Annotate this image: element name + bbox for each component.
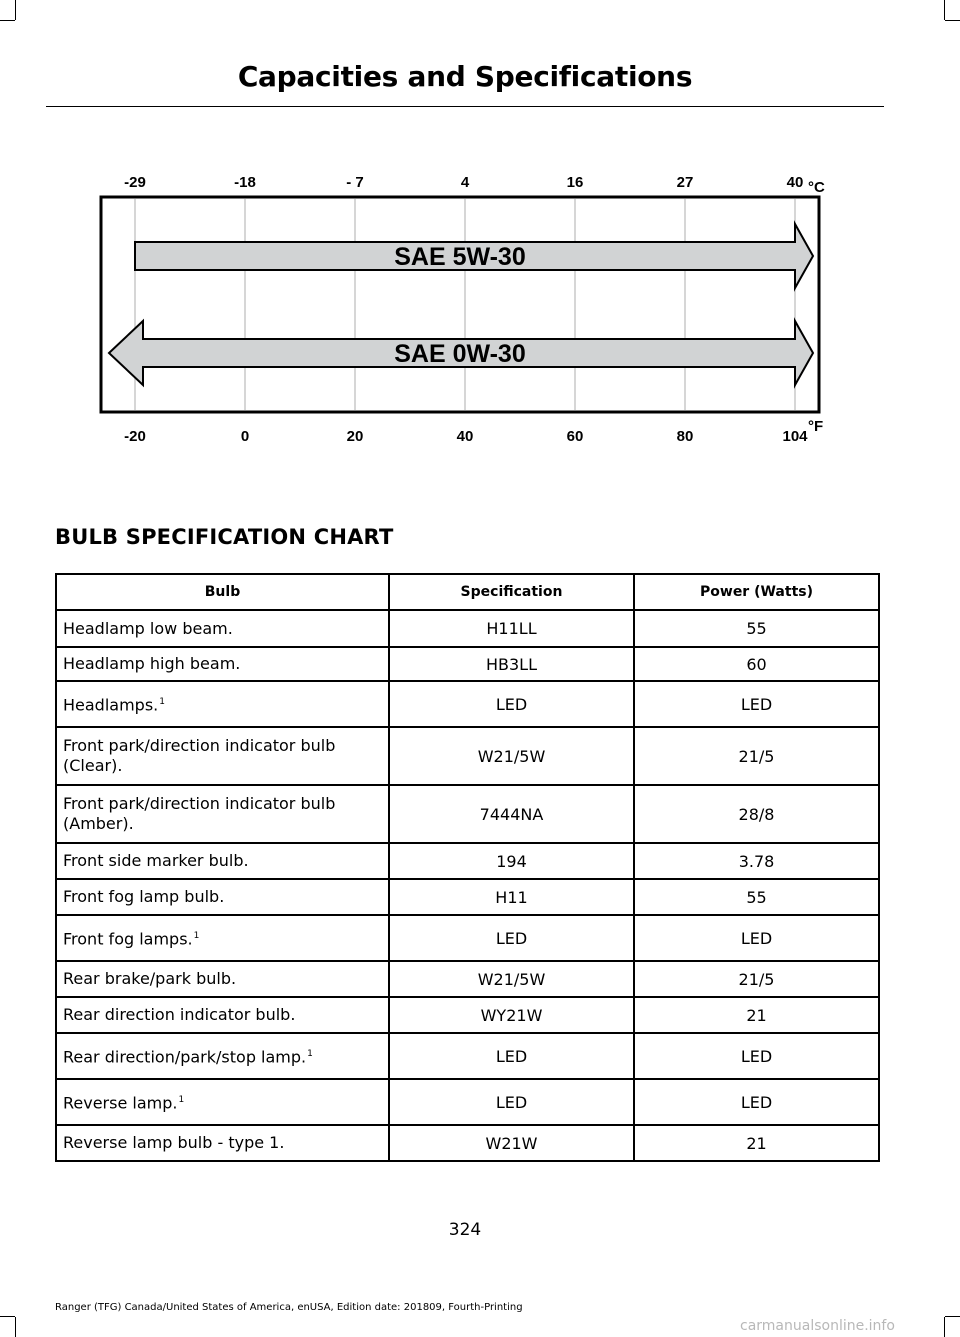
bulb-name: Rear brake/park bulb. [63, 969, 237, 988]
oil-grade-label: SAE 5W-30 [394, 243, 526, 271]
crop-mark [945, 1316, 960, 1317]
column-header-specification: Specification [389, 574, 634, 610]
specification-cell: 194 [389, 843, 634, 879]
celsius-tick-label: -29 [124, 174, 146, 191]
specification-cell: W21/5W [389, 961, 634, 997]
bulb-name-cell [56, 915, 389, 961]
fahrenheit-tick-label: 20 [346, 428, 364, 445]
fahrenheit-tick-label: 104 [782, 428, 808, 445]
power-cell: 3.78 [634, 843, 879, 879]
power-cell: 21 [634, 1125, 879, 1161]
specification-cell: WY21W [389, 997, 634, 1033]
bulb-name: Headlamp high beam. [63, 654, 241, 673]
specification-cell: H11 [389, 879, 634, 915]
table-row [56, 1033, 879, 1079]
table-row [56, 997, 879, 1033]
bulb-name-cell [56, 681, 389, 727]
bulb-name-cell [56, 1079, 389, 1125]
footnote-marker: 1 [178, 1095, 185, 1106]
bulb-name: Front park/direction indicator bulb (Clear). [63, 736, 336, 775]
bulb-name-cell [56, 843, 389, 879]
celsius-tick-label: 40 [786, 174, 804, 191]
column-header-power: Power (Watts) [634, 574, 879, 610]
bulb-name: Front fog lamp bulb. [63, 887, 225, 906]
column-header-bulb: Bulb [56, 574, 389, 610]
fahrenheit-tick-label: 0 [240, 428, 250, 445]
bulb-name: Rear direction/park/stop lamp. [63, 1047, 307, 1067]
celsius-tick-label: -18 [234, 174, 256, 191]
bulb-name-cell [56, 879, 389, 915]
footnote-marker: 1 [159, 697, 165, 708]
power-cell: LED [634, 1033, 879, 1079]
power-cell: 55 [634, 879, 879, 915]
footer-edition-info: Ranger (TFG) Canada/United States of America, enUSA, Edition date: 201809, Fourth-Printing [55, 1302, 523, 1313]
fahrenheit-tick-label: 40 [456, 428, 474, 445]
table-row [56, 961, 879, 997]
specification-cell: LED [389, 1079, 634, 1125]
table-row [56, 915, 879, 961]
bulb-name-cell [56, 961, 389, 997]
oil-viscosity-chart [80, 165, 840, 455]
table-row [56, 843, 879, 879]
power-cell: 28/8 [634, 785, 879, 843]
bulb-name-cell [56, 1033, 389, 1079]
power-cell: 21 [634, 997, 879, 1033]
power-cell: LED [634, 681, 879, 727]
crop-mark [15, 1317, 16, 1337]
page-title: Capacities and Specifications [237, 60, 693, 93]
table-row [56, 610, 879, 647]
specification-cell: LED [389, 681, 634, 727]
bulb-name-cell [56, 610, 389, 647]
specification-cell: LED [389, 1033, 634, 1079]
bulb-chart-heading: BULB SPECIFICATION CHART [55, 525, 394, 549]
fahrenheit-unit-label: °F [808, 418, 824, 435]
power-cell: 21/5 [634, 727, 879, 785]
table-row [56, 681, 879, 727]
specification-cell: W21/5W [389, 727, 634, 785]
bulb-name: Rear direction indicator bulb. [63, 1005, 296, 1024]
watermark: carmanualsonline.info [740, 1318, 895, 1334]
crop-mark [945, 20, 960, 21]
crop-mark [944, 1317, 945, 1337]
page-number: 324 [448, 1220, 482, 1240]
bulb-name: Reverse lamp bulb - type 1. [63, 1133, 285, 1152]
title-divider [46, 106, 884, 107]
bulb-specification-table [55, 573, 880, 1162]
celsius-tick-label: 4 [460, 174, 470, 191]
bulb-name: Reverse lamp. [63, 1093, 178, 1113]
bulb-name: Front fog lamps. [63, 929, 193, 949]
specification-cell: 7444NA [389, 785, 634, 843]
celsius-tick-label: 16 [566, 174, 584, 191]
table-row [56, 879, 879, 915]
footnote-marker: 1 [193, 931, 200, 942]
table-row [56, 1125, 879, 1161]
bulb-name: Front park/direction indicator bulb (Amber). [63, 794, 336, 833]
bulb-name: Front side marker bulb. [63, 851, 249, 870]
power-cell: 21/5 [634, 961, 879, 997]
specification-cell: HB3LL [389, 647, 634, 681]
table-row [56, 727, 879, 785]
power-cell: 55 [634, 610, 879, 647]
table-row [56, 647, 879, 681]
bulb-name-cell [56, 1125, 389, 1161]
bulb-name: Headlamp low beam. [63, 618, 233, 638]
specification-cell: W21W [389, 1125, 634, 1161]
crop-mark [0, 20, 15, 21]
fahrenheit-tick-label: 80 [676, 428, 694, 445]
bulb-name-cell [56, 647, 389, 681]
chart-frame [101, 197, 819, 412]
footnote-marker: 1 [307, 1049, 313, 1060]
power-cell: LED [634, 1079, 879, 1125]
fahrenheit-tick-label: -20 [124, 428, 146, 445]
celsius-unit-label: °C [808, 179, 825, 196]
table-row [56, 1079, 879, 1125]
bulb-name: Headlamps. [63, 695, 159, 715]
crop-mark [944, 0, 945, 20]
bulb-name-cell [56, 997, 389, 1033]
power-cell: LED [634, 915, 879, 961]
crop-mark [0, 1316, 15, 1317]
oil-grade-label: SAE 0W-30 [394, 340, 526, 368]
table-header-row [56, 574, 879, 610]
celsius-tick-label: 27 [676, 174, 694, 191]
table-row [56, 785, 879, 843]
bulb-name-cell [56, 785, 389, 843]
power-cell: 60 [634, 647, 879, 681]
specification-cell: LED [389, 915, 634, 961]
bulb-name-cell [56, 727, 389, 785]
celsius-tick-label: - 7 [346, 174, 364, 191]
fahrenheit-tick-label: 60 [566, 428, 584, 445]
specification-cell: H11LL [389, 610, 634, 647]
crop-mark [15, 0, 16, 20]
